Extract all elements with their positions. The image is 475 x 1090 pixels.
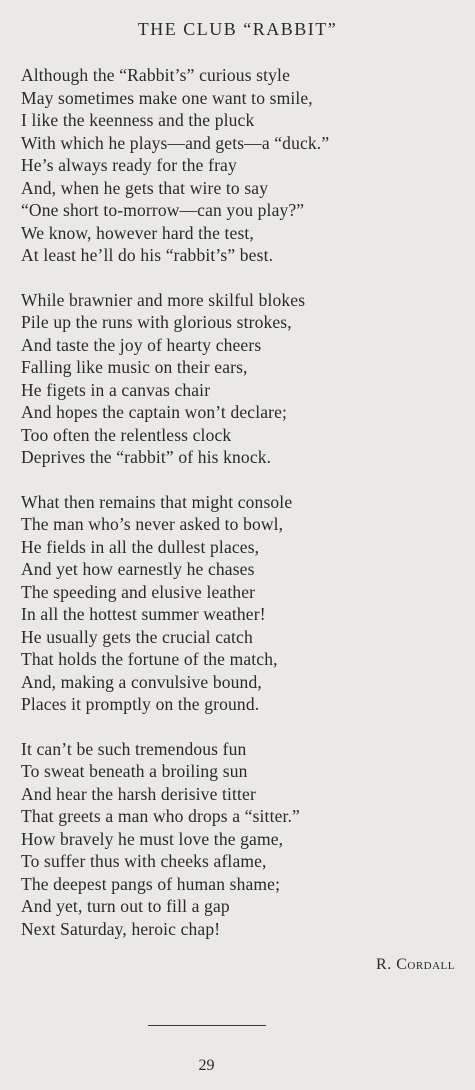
poem-line: At least he’ll do his “rabbit’s” best. (21, 245, 274, 265)
poem-line: Falling like music on their ears, (21, 357, 248, 377)
poem-line: And, when he gets that wire to say (21, 177, 269, 198)
poem-line: And hopes the captain won’t declare; (21, 402, 288, 422)
poem-line: It can’t be such tremendous fun (21, 738, 247, 759)
poem-line: While brawnier and more skilful blokes (21, 289, 306, 310)
stanza (21, 64, 461, 267)
poem-line: Too often the relentless clock (21, 424, 232, 445)
poem-body (21, 64, 461, 962)
poem-line: The speeding and elusive leather (21, 581, 256, 602)
poem-line: He figets in a canvas chair (21, 379, 211, 400)
poem-line: We know, however hard the test, (21, 222, 254, 243)
poem-line: How bravely he must love the game, (21, 828, 284, 849)
poem-line: And hear the harsh derisive titter (21, 783, 256, 804)
poem-line: Deprives the “rabbit” of his knock. (21, 447, 272, 467)
poem-line: In all the hottest summer weather! (21, 604, 266, 624)
poem-line: That greets a man who drops a “sitter.” (21, 806, 300, 826)
poem-line: He fields in all the dullest places, (21, 536, 260, 557)
divider-rule (148, 1025, 266, 1026)
poem-line: He’s always ready for the fray (21, 155, 237, 175)
poem-line: I like the keenness and the pluck (21, 110, 255, 130)
poem-line: What then remains that might console (21, 491, 293, 512)
page-number: 29 (198, 1057, 215, 1074)
poem-title: THE CLUB “RABBIT” (137, 19, 338, 39)
poem-line: “One short to-morrow—can you play?” (21, 200, 305, 220)
stanza (21, 491, 461, 716)
poem-line: He usually gets the crucial catch (21, 626, 253, 647)
poem-line: Pile up the runs with glorious strokes, (21, 312, 292, 332)
poem-line: That holds the fortune of the match, (21, 649, 278, 669)
poem-line: And, making a convulsive bound, (21, 671, 262, 692)
poem-line: Places it promptly on the ground. (21, 694, 260, 714)
poem-line: The man who’s never asked to bowl, (21, 514, 284, 534)
stanza (21, 289, 461, 469)
poem-line: May sometimes make one want to smile, (21, 87, 313, 108)
poem-line: And yet, turn out to fill a gap (21, 896, 230, 916)
poem-line: With which he plays—and gets—a “duck.” (21, 132, 330, 153)
stanza (21, 738, 461, 941)
poem-line: And yet how earnestly he chases (21, 559, 255, 579)
poem-line: To suffer thus with cheeks aflame, (21, 851, 267, 871)
poem-line: To sweat beneath a broiling sun (21, 761, 248, 781)
poem-line: And taste the joy of hearty cheers (21, 334, 262, 355)
poem-line: Although the “Rabbit’s” curious style (21, 65, 290, 85)
author-signature: R. Cordall (376, 956, 455, 973)
poem-line: Next Saturday, heroic chap! (21, 918, 221, 939)
poem-line: The deepest pangs of human shame; (21, 873, 281, 894)
